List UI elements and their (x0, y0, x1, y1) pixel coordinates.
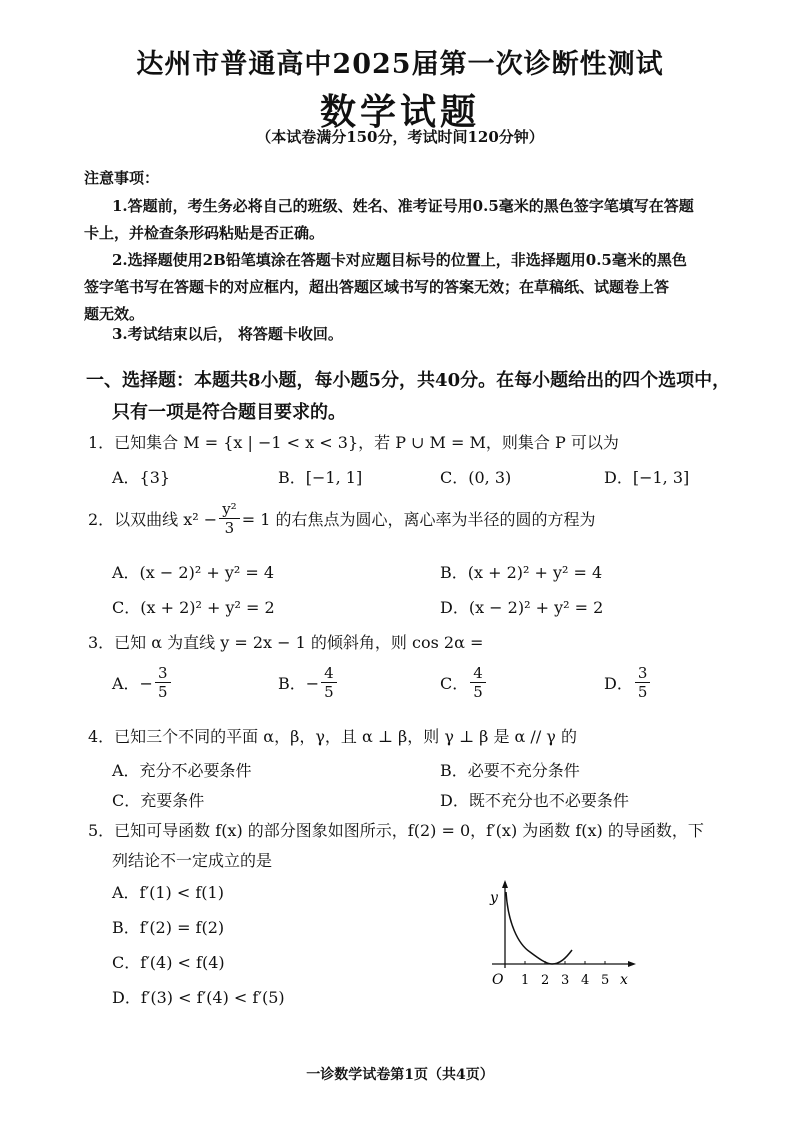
section-1-heading: 一、选择题：本题共8小题，每小题5分，共40分。在每小题给出的四个选项中， (86, 370, 731, 391)
subject-title: 数学试题 (319, 91, 480, 133)
option-label: B．− (278, 674, 320, 693)
question-5-option-c: C．f′(4) < f(4) (112, 953, 225, 972)
question-3-stem: 3．已知 α 为直线 y = 2x − 1 的倾斜角，则 cos 2α = (88, 633, 484, 652)
note-2-line-1: 2.选择题使用2B铅笔填涂在答题卡对应题目标号的位置上，非选择题用0.5毫米的黑色 (112, 251, 687, 269)
question-1-option-a: A．{3} (112, 468, 171, 487)
question-5-stem-line-1: 5．已知可导函数 f(x) 的部分图象如图所示，f(2) = 0，f′(x) 为函数 f(x) 的导函数，下 (88, 821, 704, 840)
question-2-option-a: A．(x − 2)² + y² = 4 (112, 563, 275, 582)
exam-title: 达州市普通高中2025届第一次诊断性测试 (136, 49, 664, 80)
fraction-denominator: 5 (157, 683, 168, 701)
x-ticks (521, 961, 609, 988)
note-1-line-2: 卡上，并检查条形码粘贴是否正确。 (84, 224, 325, 242)
option-fraction (155, 664, 171, 701)
notes-heading: 注意事项： (84, 169, 160, 187)
question-5-stem-line-2: 列结论不一定成立的是 (112, 851, 273, 870)
fraction-denominator: 5 (324, 683, 334, 701)
x-axis-arrow-icon (628, 961, 636, 967)
question-3-option-b (278, 664, 339, 701)
question-2-option-d: D．(x − 2)² + y² = 2 (440, 598, 604, 617)
option-label: D． (604, 674, 633, 693)
question-4-option-c: C．充要条件 (112, 791, 205, 810)
option-fraction (321, 664, 337, 701)
question-5-option-d: D．f′(3) < f′(4) < f′(5) (112, 988, 285, 1007)
question-3-option-c (440, 664, 488, 701)
fraction-numerator: 4 (470, 664, 486, 683)
question-2-stem-post: = 1 的右焦点为圆心，离心率为半径的圆的方程为 (241, 510, 596, 529)
question-1-option-c: C．(0, 3) (440, 468, 512, 487)
question-2-fraction (219, 500, 240, 537)
tick-label: 1 (521, 973, 530, 988)
y-axis-label: y (490, 890, 498, 906)
question-2-stem (88, 500, 595, 537)
question-1-option-d: D．[−1, 3] (604, 468, 690, 487)
fraction-denominator: 3 (224, 519, 235, 537)
question-4-option-a: A．充分不必要条件 (112, 761, 252, 780)
fraction-denominator: 5 (473, 683, 483, 701)
note-2-line-2: 签字笔书写在答题卡的对应框内，超出答题区域书写的答案无效；在草稿纸、试题卷上答 (84, 278, 670, 296)
note-1-line-1: 1.答题前，考生务必将自己的班级、姓名、准考证号用0.5毫米的黑色签字笔填写在答题 (112, 197, 694, 215)
exam-subtitle: （本试卷满分150分，考试时间120分钟） (256, 128, 544, 146)
tick-label: 2 (541, 973, 550, 988)
question-4-option-d: D．既不充分也不必要条件 (440, 791, 629, 810)
question-4-option-b: B．必要不充分条件 (440, 761, 580, 780)
fraction-numerator: 3 (155, 664, 171, 683)
option-fraction (470, 664, 486, 701)
tick-label: 4 (581, 973, 590, 988)
question-4-stem: 4．已知三个不同的平面 α，β，γ，且 α ⊥ β，则 γ ⊥ β 是 α // γ 的 (88, 727, 577, 746)
page-footer: 一诊数学试卷第1页（共4页） (306, 1067, 494, 1083)
question-2-stem-pre: 2．以双曲线 x² − (88, 510, 218, 529)
question-1-option-b: B．[−1, 1] (278, 468, 363, 487)
question-5-option-b: B．f′(2) = f(2) (112, 918, 225, 937)
option-label: A．− (112, 674, 153, 693)
option-fraction (635, 664, 651, 701)
question-1-stem: 1．已知集合 M = {x | −1 < x < 3}，若 P ∪ M = M，则集合 P 可以为 (88, 433, 619, 452)
note-3: 3.考试结束以后， 将答题卡收回。 (112, 325, 343, 343)
option-label: C． (440, 674, 469, 693)
function-curve (506, 892, 572, 964)
question-2-option-b: B．(x + 2)² + y² = 4 (440, 563, 603, 582)
question-3-option-a (112, 664, 173, 701)
fraction-numerator: 4 (321, 664, 337, 683)
tick-label: 3 (561, 973, 570, 988)
question-2-option-c: C．(x + 2)² + y² = 2 (112, 598, 275, 617)
function-graph (470, 878, 640, 996)
y-axis-arrow-icon (502, 880, 508, 888)
origin-label: O (492, 972, 504, 988)
question-3-option-d (604, 664, 652, 701)
question-5-option-a: A．f′(1) < f(1) (112, 883, 224, 902)
note-2-line-3: 题无效。 (84, 305, 145, 323)
section-1-heading-2: 只有一项是符合题目要求的。 (112, 402, 346, 423)
fraction-numerator: 3 (635, 664, 651, 683)
fraction-numerator: y² (219, 500, 240, 519)
fraction-denominator: 5 (637, 683, 648, 701)
tick-label: 5 (601, 973, 610, 988)
x-axis-label: x (620, 972, 628, 988)
